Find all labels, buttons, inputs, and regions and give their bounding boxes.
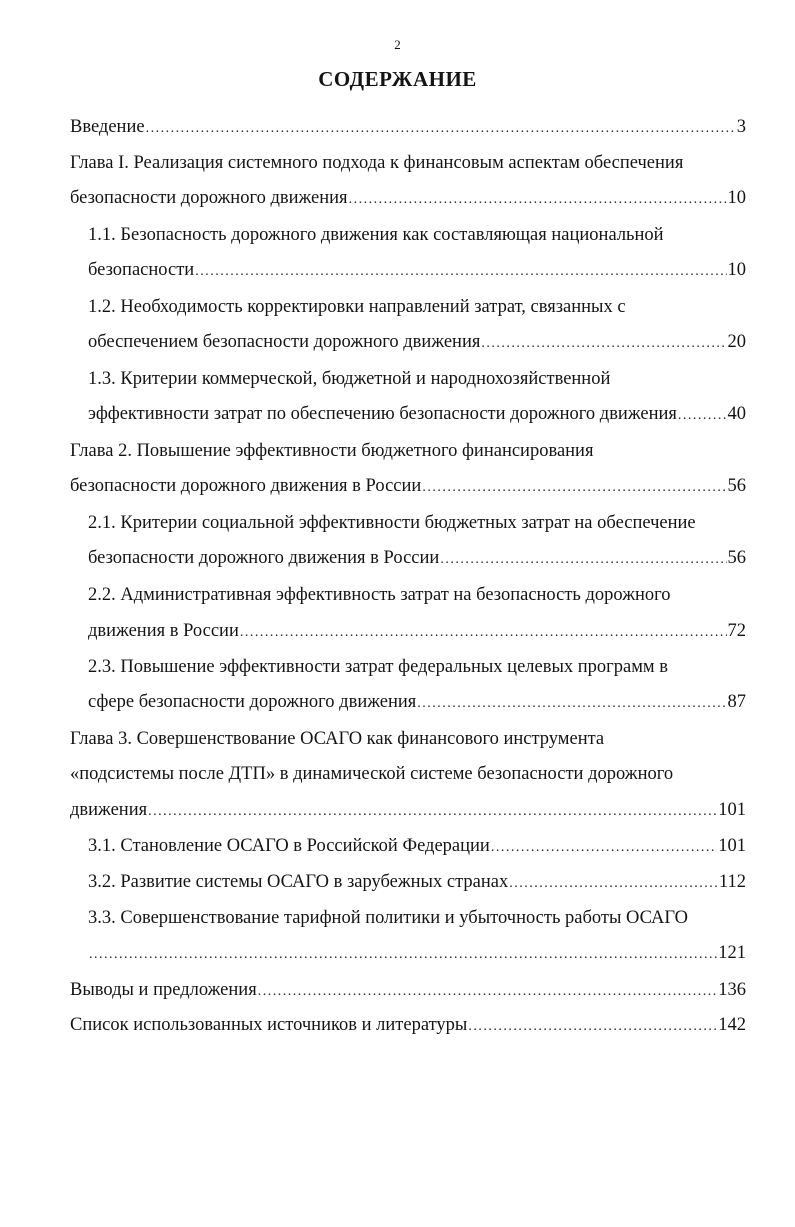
toc-page-number: 101 bbox=[718, 800, 746, 820]
toc-entry-section-2-3-line-1 bbox=[88, 655, 746, 679]
toc-entry-section-2-2-line-1 bbox=[88, 583, 746, 607]
toc-page-number: 72 bbox=[727, 621, 746, 641]
toc-entry-conclusions bbox=[70, 978, 746, 1002]
toc-entry-text: 2.3. Повышение эффективности затрат федеральных целевых программ в bbox=[88, 657, 668, 677]
toc-entry-chapter-1-line-2 bbox=[70, 186, 746, 210]
toc-entry-text: Выводы и предложения bbox=[70, 980, 257, 1000]
dot-leader bbox=[146, 117, 736, 141]
toc-entry-section-2-3-line-2 bbox=[88, 690, 746, 714]
toc-entry-section-3-3-line-2 bbox=[88, 941, 746, 965]
toc-entry-text: Глава 2. Повышение эффективности бюджетного финансирования bbox=[70, 441, 594, 461]
toc-entry-section-1-1-line-2 bbox=[88, 258, 746, 282]
toc-entry-text: эффективности затрат по обеспечению безопасности дорожного движения bbox=[88, 404, 677, 424]
toc-page-number: 112 bbox=[718, 872, 746, 892]
toc-entry-section-2-1-line-2 bbox=[88, 546, 746, 570]
toc-page-number: 10 bbox=[727, 188, 746, 208]
dot-leader bbox=[509, 872, 718, 896]
toc-entry-section-3-3-line-1 bbox=[88, 906, 746, 930]
toc-entry-intro bbox=[70, 115, 746, 139]
toc-entry-text: «подсистемы после ДТП» в динамической системе безопасности дорожного bbox=[70, 764, 674, 784]
toc-entry-chapter-1-line-1 bbox=[70, 151, 746, 175]
toc-entry-chapter-2-line-1 bbox=[70, 439, 746, 463]
toc-entry-text: 1.1. Безопасность дорожного движения как составляющая национальной bbox=[88, 225, 664, 245]
toc-entry-section-1-2-line-1 bbox=[88, 295, 746, 319]
dot-leader bbox=[440, 548, 726, 572]
toc-page-number: 56 bbox=[727, 476, 746, 496]
toc-entry-text: 3.3. Совершенствование тарифной политики и убыточность работы ОСАГО bbox=[88, 908, 689, 928]
toc-entry-section-2-2-line-2 bbox=[88, 619, 746, 643]
toc-entry-text: сфере безопасности дорожного движения bbox=[88, 692, 417, 712]
toc-entry-section-3-2 bbox=[88, 870, 746, 894]
dot-leader bbox=[422, 476, 726, 500]
dot-leader bbox=[349, 188, 727, 212]
toc-entry-text: Список использованных источников и литературы bbox=[70, 1015, 468, 1035]
toc-entry-text: 2.2. Административная эффективность затрат на безопасность дорожного bbox=[88, 585, 671, 605]
toc-entry-section-1-1-line-1 bbox=[88, 223, 746, 247]
dot-leader bbox=[258, 980, 718, 1004]
toc-entry-section-1-3-line-2 bbox=[88, 402, 746, 426]
dot-leader bbox=[148, 800, 717, 824]
dot-leader bbox=[468, 1015, 717, 1039]
page-title: СОДЕРЖАНИЕ bbox=[318, 67, 477, 91]
toc-entry-text: безопасности дорожного движения в России bbox=[88, 548, 440, 568]
toc-entry-chapter-3-line-3 bbox=[70, 798, 746, 822]
dot-leader bbox=[240, 621, 727, 645]
toc-entry-section-3-1 bbox=[88, 834, 746, 858]
dot-leader bbox=[491, 836, 717, 860]
toc-entry-text: движения bbox=[70, 800, 148, 820]
toc-page-number: 87 bbox=[727, 692, 746, 712]
toc-entry-chapter-3-line-1 bbox=[70, 727, 746, 751]
toc-entry-text: движения в России bbox=[88, 621, 239, 641]
toc-entry-text: 1.3. Критерии коммерческой, бюджетной и народнохозяйственной bbox=[88, 369, 611, 389]
toc-entry-section-1-3-line-1 bbox=[88, 367, 746, 391]
toc-entry-text: безопасности дорожного движения bbox=[70, 188, 348, 208]
toc-page-number: 101 bbox=[718, 836, 746, 856]
toc-entry-text: 3.1. Становление ОСАГО в Российской Федерации bbox=[88, 836, 490, 856]
dot-leader bbox=[195, 260, 726, 284]
toc-entry-references bbox=[70, 1013, 746, 1037]
toc-page-number: 136 bbox=[718, 980, 746, 1000]
toc-page-number: 10 bbox=[727, 260, 746, 280]
toc-page-number: 20 bbox=[727, 332, 746, 352]
toc-entry-text: 1.2. Необходимость корректировки направлений затрат, связанных с bbox=[88, 297, 626, 317]
toc-entry-text: 3.2. Развитие системы ОСАГО в зарубежных странах bbox=[88, 872, 509, 892]
dot-leader bbox=[678, 404, 727, 428]
toc-entry-text: Глава 3. Совершенствование ОСАГО как финансового инструмента bbox=[70, 729, 605, 749]
toc-entry-chapter-2-line-2 bbox=[70, 474, 746, 498]
toc-entry-text: Введение bbox=[70, 117, 145, 137]
toc-page-number: 142 bbox=[718, 1015, 746, 1035]
toc-page-number: 121 bbox=[718, 943, 746, 963]
dot-leader bbox=[417, 692, 726, 716]
toc-entry-text: Глава I. Реализация системного подхода к финансовым аспектам обеспечения bbox=[70, 153, 684, 173]
toc-entry-chapter-3-line-2 bbox=[70, 762, 746, 786]
toc-entry-text: обеспечением безопасности дорожного движения bbox=[88, 332, 481, 352]
dot-leader bbox=[481, 332, 726, 356]
toc-entry-section-1-2-line-2 bbox=[88, 330, 746, 354]
toc-page-number: 40 bbox=[727, 404, 746, 424]
toc-entry-section-2-1-line-1 bbox=[88, 511, 746, 535]
toc-entry-text: безопасности дорожного движения в России bbox=[70, 476, 422, 496]
toc-entry-text: 2.1. Критерии социальной эффективности бюджетных затрат на обеспечение bbox=[88, 513, 696, 533]
toc-page-number: 3 bbox=[736, 117, 746, 137]
toc-entry-text: безопасности bbox=[88, 260, 195, 280]
dot-leader bbox=[89, 943, 717, 967]
page-number: 2 bbox=[394, 37, 401, 52]
toc-page-number: 56 bbox=[727, 548, 746, 568]
